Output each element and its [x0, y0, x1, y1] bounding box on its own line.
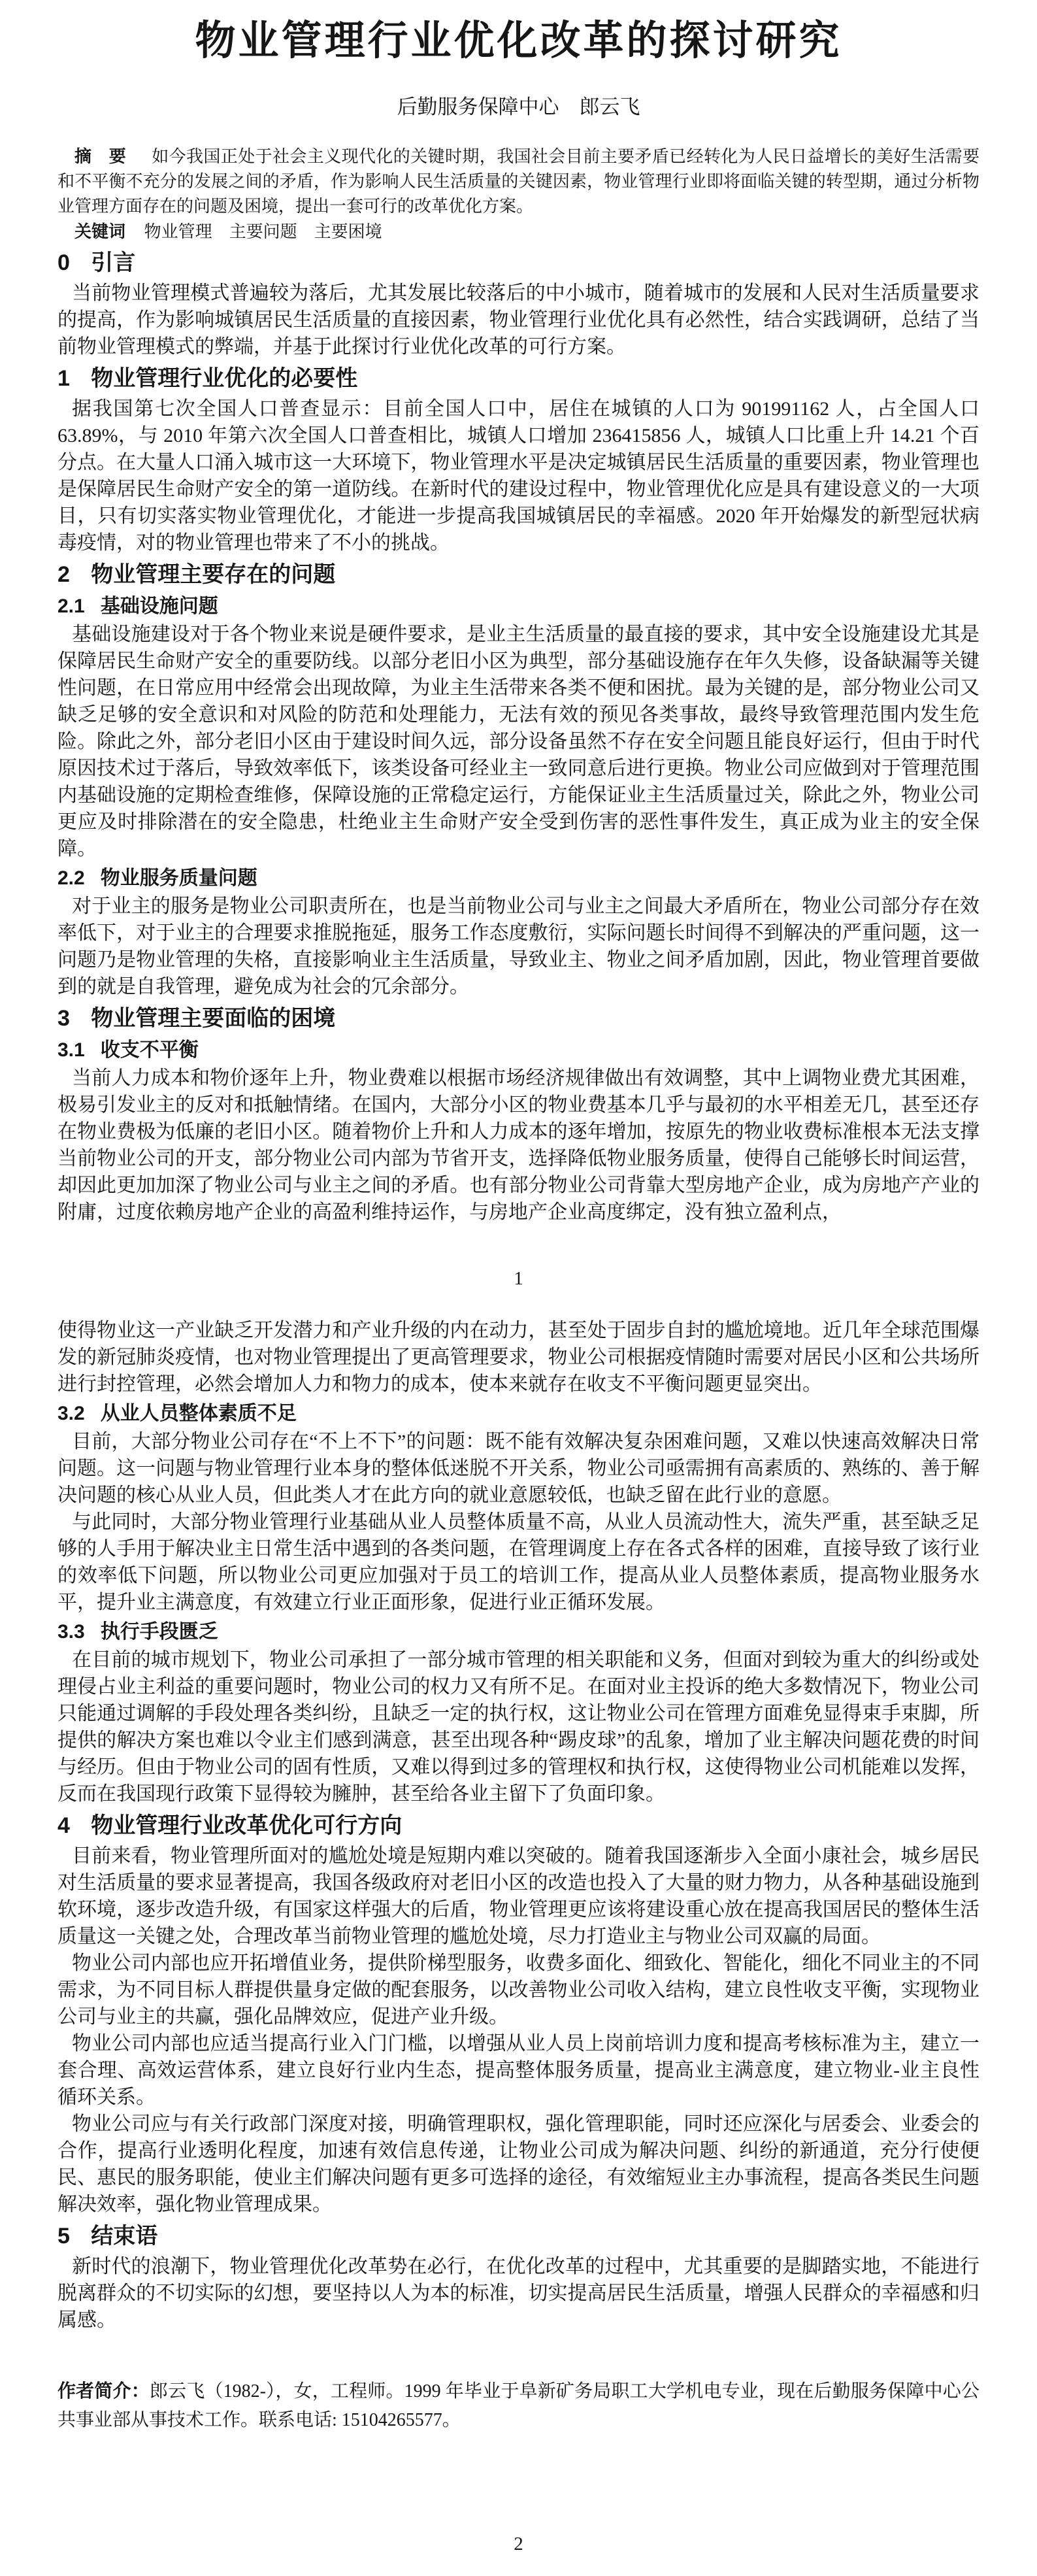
- subsection-number: 3.3: [58, 1621, 85, 1643]
- paragraph: 使得物业这一产业缺乏开发潜力和产业升级的内在动力，甚至处于固步自封的尴尬境地。近几年全球范围爆发的新冠肺炎疫情，也对物业管理提出了更高管理要求，物业公司根据疫情随时需要对居民小区和公共场所进行封控管理，必然会增加人力和物力的成本，使本来就存在收支不平衡问题更显突出。: [58, 1320, 979, 1395]
- keywords-label: 关键词: [74, 222, 126, 241]
- author-bio-label: 作者简介：: [58, 2381, 150, 2401]
- section-heading: [58, 363, 979, 394]
- paragraph: 物业公司应与有关行政部门深度对接，明确管理职权，强化管理职能，同时还应深化与居委会、业委会的合作，提高行业透明化程度，加速有效信息传递，让物业公司成为解决问题、纠纷的新通道，充分行使便民、惠民的服务职能，使业主们解决问题有更多可选择的途径，有效缩短业主办事流程，提高各类民生问题解决效率，强化物业管理成果。: [58, 2113, 979, 2215]
- subsection-heading: [58, 1618, 979, 1646]
- paragraph: 据我国第七次全国人口普查显示：目前全国人口中，居住在城镇的人口为 901991162 人，占全国人口 63.89%，与 2010 年第六次全国人口普查相比，城镇人口增加 236415856 人，城镇人口比重上升 14.21 个百分点。在大量人口涌入城市这一大环境下，物业管理水平是决定城镇居民生活质量的重要因素，物业管理也是保障居民生命财产安全的第一道防线。在新时代的建设过程中，物业管理优化应是具有建设意义的一大项目，只有切实落实物业管理优化，才能进一步提高我国城镇居民的幸福感。2020 年开始爆发的新型冠状病毒疫情，对的物业管理也带来了不小的挑战。: [58, 398, 979, 554]
- keywords-line: [58, 219, 979, 244]
- section-heading: [58, 1003, 979, 1034]
- subsection-heading: [58, 592, 979, 620]
- page-number: 2: [514, 2534, 523, 2554]
- section-heading: [58, 248, 979, 278]
- paragraph: 物业公司内部也应适当提高行业入门门槛，以增强从业人员上岗前培训力度和提高考核标准为主，建立一套合理、高效运营体系，建立良好行业内生态，提高整体服务质量，提高业主满意度，建立物业-业主良性循环关系。: [58, 2033, 979, 2108]
- paragraph: 在目前的城市规划下，物业公司承担了一部分城市管理的相关职能和义务，但面对到较为重大的纠纷或处理侵占业主利益的重要问题时，物业公司的权力又有所不足。在面对业主投诉的绝大多数情况下，物业公司只能通过调解的手段处理各类纠纷，且缺乏一定的执行权，这让物业公司在管理方面难免显得束手束脚，所提供的解决方案也难以令业主们感到满意，甚至出现各种“踢皮球”的乱象，增加了业主解决问题花费的时间与经历。但由于物业公司的固有性质，又难以得到过多的管理权和执行权，这使得物业公司机能难以发挥，反而在我国现行政策下显得较为臃肿，甚至给各业主留下了负面印象。: [58, 1649, 979, 1805]
- section-title: 物业管理主要存在的问题: [91, 562, 336, 587]
- section-heading: [58, 560, 979, 590]
- subsection-heading: [58, 1036, 979, 1064]
- page-number: 1: [514, 1268, 523, 1289]
- subsection-title: 物业服务质量问题: [100, 867, 257, 889]
- paragraph: 目前，大部分物业公司存在“不上不下”的问题：既不能有效解决复杂困难问题，又难以快速高效解决日常问题。这一问题与物业管理行业本身的整体低迷脱不开关系，物业公司亟需拥有高素质的、熟练的、善于解决问题的核心从业人员，但此类人才在此方向的就业意愿较低，也缺乏留在此行业的意愿。: [58, 1431, 979, 1506]
- paragraph: 当前物业管理模式普遍较为落后，尤其发展比较落后的中小城市，随着城市的发展和人民对生活质量要求的提高，作为影响城镇居民生活质量的直接因素，物业管理行业优化具有必然性，结合实践调研，总结了当前物业管理模式的弊端，并基于此探讨行业优化改革的可行方案。: [58, 282, 979, 358]
- keywords-text: 物业管理 主要问题 主要困境: [144, 222, 382, 241]
- page-title: 物业管理行业优化改革的探讨研究: [195, 18, 842, 63]
- paragraph: 当前人力成本和物价逐年上升，物业费难以根据市场经济规律做出有效调整，其中上调物业费尤其困难，极易引发业主的反对和抵触情绪。在国内，大部分小区的物业费基本几乎与最初的水平相差无几，甚至还存在物业费极为低廉的老旧小区。随着物价上升和人力成本的逐年增加，按原先的物业收费标准根本无法支撑当前物业公司的开支，部分物业公司内部为节省开支，选择降低物业服务质量，使得自己能够长时间运营，却因此更加加深了物业公司与业主之间的矛盾。也有部分物业公司背靠大型房地产企业，成为房地产产业的附庸，过度依赖房地产企业的高盈利维持运作，与房地产企业高度绑定，没有独立盈利点，: [58, 1067, 979, 1223]
- section-number: 0: [58, 250, 70, 275]
- abstract-text: 如今我国正处于社会主义现代化的关键时期，我国社会目前主要矛盾已经转化为人民日益增长的美好生活需要和不平衡不充分的发展之间的矛盾，作为影响人民生活质量的关键因素，物业管理行业即将面临关键的转型期，通过分析物业管理方面存在的问题及困境，提出一套可行的改革优化方案。: [58, 147, 979, 216]
- paragraph: 与此同时，大部分物业管理行业基础从业人员整体质量不高，从业人员流动性大，流失严重，甚至缺乏足够的人手用于解决业主日常生活中遇到的各类问题，在管理调度上存在各式各样的困难，直接导致了该行业的效率低下问题，所以物业公司更应加强对于员工的培训工作，提高从业人员整体素质，提高物业服务水平，提升业主满意度，有效建立行业正面形象，促进行业正循环发展。: [58, 1511, 979, 1613]
- section-number: 3: [58, 1006, 70, 1031]
- paragraph: 对于业主的服务是物业公司职责所在，也是当前物业公司与业主之间最大矛盾所在，物业公司部分存在效率低下，对于业主的合理要求推脱拖延，服务工作态度敷衍，实际问题长时间得不到解决的严重问题，这一问题乃是物业管理的失格，直接影响业主生活质量，导致业主、物业之间矛盾加剧，因此，物业管理首要做到的就是自我管理，避免成为社会的冗余部分。: [58, 895, 979, 997]
- section-title: 物业管理主要面临的困境: [91, 1006, 336, 1031]
- section-title: 结束语: [91, 2224, 158, 2249]
- author-line: 后勤服务保障中心 郎云飞: [397, 95, 640, 118]
- author-bio: [58, 2377, 979, 2435]
- front-matter: [58, 144, 979, 244]
- abstract: [58, 144, 979, 219]
- paragraph: 物业公司内部也应开拓增值业务，提供阶梯型服务，收费多面化、细致化、智能化，细化不同业主的不同需求，为不同目标人群提供量身定做的配套服务，以改善物业公司收入结构，建立良性收支平衡，实现物业公司与业主的共赢，强化品牌效应，促进产业升级。: [58, 1952, 979, 2028]
- subsection-title: 从业人员整体素质不足: [100, 1403, 297, 1424]
- subsection-heading: [58, 1399, 979, 1428]
- subsection-number: 2.1: [58, 595, 85, 617]
- section-heading: [58, 1811, 979, 1841]
- paragraph: 新时代的浪潮下，物业管理优化改革势在必行，在优化改革的过程中，尤其重要的是脚踏实地，不能进行脱离群众的不切实际的幻想，要坚持以人为本的标准，切实提高居民生活质量，增强人民群众的幸福感和归属感。: [58, 2256, 979, 2331]
- subsection-title: 基础设施问题: [100, 595, 218, 617]
- section-heading: [58, 2221, 979, 2252]
- section-number: 2: [58, 562, 70, 587]
- subsection-number: 3.1: [58, 1039, 85, 1061]
- abstract-label: 摘 要: [74, 146, 127, 166]
- subsection-heading: [58, 864, 979, 892]
- paragraph: 目前来看，物业管理所面对的尴尬处境是短期内难以突破的。随着我国逐渐步入全面小康社会，城乡居民对生活质量的要求显著提高，我国各级政府对老旧小区的改造也投入了大量的财力物力，从各种基础设施到软环境，逐步改造升级，有国家这样强大的后盾，物业管理更应该将建设重心放在提高我国居民的整体生活质量这一关键之处，合理改革当前物业管理的尴尬处境，尽力打造业主与物业公司双赢的局面。: [58, 1845, 979, 1947]
- section-title: 物业管理行业改革优化可行方向: [91, 1813, 403, 1838]
- section-title: 引言: [91, 250, 136, 275]
- subsection-title: 执行手段匮乏: [100, 1621, 218, 1643]
- subsection-number: 2.2: [58, 867, 85, 889]
- subsection-title: 收支不平衡: [100, 1039, 199, 1061]
- author-bio-text: 郎云飞（1982-），女，工程师。1999 年毕业于阜新矿务局职工大学机电专业，现在后勤服务保障中心公共事业部从事技术工作。联系电话: 15104265577。: [58, 2381, 979, 2430]
- subsection-number: 3.2: [58, 1403, 85, 1424]
- section-number: 1: [58, 366, 70, 391]
- section-title: 物业管理行业优化的必要性: [91, 366, 358, 391]
- section-number: 5: [58, 2224, 70, 2249]
- section-number: 4: [58, 1813, 70, 1838]
- paragraph: 基础设施建设对于各个物业来说是硬件要求，是业主生活质量的最直接的要求，其中安全设施建设尤其是保障居民生命财产安全的重要防线。以部分老旧小区为典型，部分基础设施存在年久失修，设备缺漏等关键性问题，在日常应用中经常会出现故障，为业主生活带来各类不便和困扰。最为关键的是，部分物业公司又缺乏足够的安全意识和对风险的防范和处理能力，无法有效的预见各类事故，最终导致管理范围内发生危险。除此之外，部分老旧小区由于建设时间久远，部分设备虽然不存在安全问题且能良好运行，但由于时代原因技术过于落后，导致效率低下，该类设备可经业主一致同意后进行更换。物业公司应做到对于管理范围内基础设施的定期检查维修，保障设施的正常稳定运行，方能保证业主生活质量过关，除此之外，物业公司更应及时排除潜在的安全隐患，杜绝业主生命财产安全受到伤害的恶性事件发生，真正成为业主的安全保障。: [58, 624, 979, 860]
